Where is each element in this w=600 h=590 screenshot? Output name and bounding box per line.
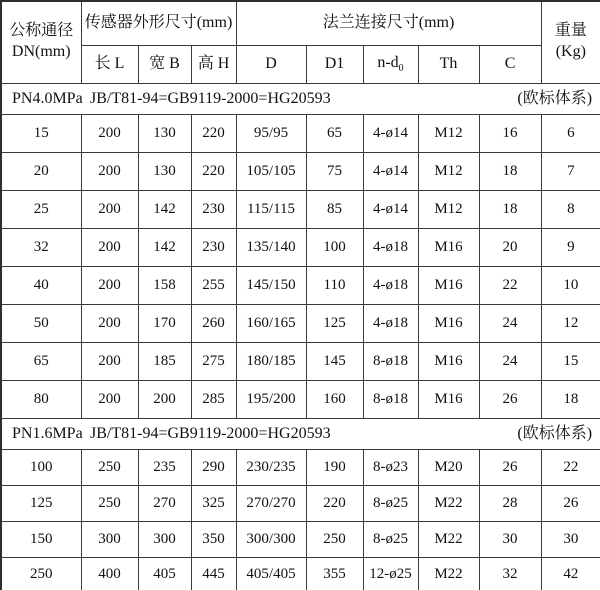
table-cell: 285: [191, 380, 236, 418]
table-cell: 25: [1, 190, 81, 228]
table-cell: 18: [479, 152, 541, 190]
table-cell: 8-ø18: [363, 380, 418, 418]
table-row: [1, 114, 600, 152]
table-cell: 40: [1, 266, 81, 304]
table-cell: M22: [418, 521, 479, 557]
table-cell: 405: [138, 557, 191, 590]
table-row: [1, 190, 600, 228]
table-cell: 130: [138, 114, 191, 152]
table-cell: 16: [479, 114, 541, 152]
table-cell: 145: [306, 342, 363, 380]
table-cell: M22: [418, 557, 479, 590]
header-sensor-dimensions-group: 传感器外形尺寸(mm): [81, 1, 236, 45]
table-row: [1, 485, 600, 521]
table-row: [1, 228, 600, 266]
table-cell: 12: [541, 304, 600, 342]
header-n-d0-subscript: 0: [398, 62, 404, 74]
table-cell: M16: [418, 342, 479, 380]
table-cell: 250: [306, 521, 363, 557]
table-cell: 4-ø14: [363, 152, 418, 190]
table-cell: 22: [541, 449, 600, 485]
table-row: [1, 152, 600, 190]
table-cell: 445: [191, 557, 236, 590]
section-row: [1, 418, 600, 449]
table-cell: M12: [418, 152, 479, 190]
header-n-d0-text: n-d: [377, 53, 399, 71]
table-cell: 24: [479, 342, 541, 380]
table-cell: 275: [191, 342, 236, 380]
table-cell: 190: [306, 449, 363, 485]
header-th: Th: [418, 45, 479, 83]
table-cell: 32: [1, 228, 81, 266]
table-cell: 65: [306, 114, 363, 152]
table-cell: M16: [418, 228, 479, 266]
table-cell: 300: [138, 521, 191, 557]
table-cell: 8-ø25: [363, 521, 418, 557]
table-cell: 200: [81, 114, 138, 152]
table-cell: 230: [191, 228, 236, 266]
table-cell: 65: [1, 342, 81, 380]
header-nominal-diameter: [1, 1, 81, 83]
table-cell: 158: [138, 266, 191, 304]
table-cell: 30: [541, 521, 600, 557]
pressure-label: PN1.6MPa: [12, 424, 83, 442]
standard-note: (欧标体系): [517, 424, 593, 442]
table-cell: 170: [138, 304, 191, 342]
table-cell: 42: [541, 557, 600, 590]
table-cell: 142: [138, 228, 191, 266]
table-cell: 24: [479, 304, 541, 342]
table-cell: M12: [418, 114, 479, 152]
table-cell: 405/405: [236, 557, 306, 590]
table-cell: 4-ø18: [363, 266, 418, 304]
table-cell: 125: [306, 304, 363, 342]
standard-note: (欧标体系): [517, 89, 593, 107]
table-cell: 10: [541, 266, 600, 304]
table-cell: M16: [418, 266, 479, 304]
table-row: [1, 449, 600, 485]
table-cell: M22: [418, 485, 479, 521]
table-cell: 12-ø25: [363, 557, 418, 590]
table-row: [1, 380, 600, 418]
table-cell: 9: [541, 228, 600, 266]
table-cell: 26: [479, 449, 541, 485]
pressure-label: PN4.0MPa: [12, 89, 83, 107]
table-row: [1, 304, 600, 342]
table-cell: 28: [479, 485, 541, 521]
table-cell: 300: [81, 521, 138, 557]
table-cell: M16: [418, 304, 479, 342]
table-cell: 220: [191, 152, 236, 190]
table-cell: 80: [1, 380, 81, 418]
table-cell: 145/150: [236, 266, 306, 304]
table-cell: 160: [306, 380, 363, 418]
spec-table-body: [1, 83, 600, 590]
table-cell: 26: [541, 485, 600, 521]
table-cell: 200: [81, 152, 138, 190]
table-cell: 4-ø14: [363, 114, 418, 152]
table-cell: 125: [1, 485, 81, 521]
table-cell: 200: [138, 380, 191, 418]
table-cell: 8-ø18: [363, 342, 418, 380]
table-cell: 250: [1, 557, 81, 590]
table-cell: 4-ø14: [363, 190, 418, 228]
table-cell: 7: [541, 152, 600, 190]
standard-label: JB/T81-94=GB9119-2000=HG20593: [90, 89, 331, 107]
table-row: [1, 521, 600, 557]
table-cell: 300/300: [236, 521, 306, 557]
table-cell: 400: [81, 557, 138, 590]
table-cell: 195/200: [236, 380, 306, 418]
table-cell: 75: [306, 152, 363, 190]
table-row: [1, 342, 600, 380]
table-cell: M20: [418, 449, 479, 485]
table-cell: 105/105: [236, 152, 306, 190]
table-cell: 135/140: [236, 228, 306, 266]
table-cell: 270/270: [236, 485, 306, 521]
table-cell: 100: [1, 449, 81, 485]
table-cell: 230: [191, 190, 236, 228]
header-nominal-diameter-line1: 公称通径: [9, 22, 74, 40]
table-cell: 180/185: [236, 342, 306, 380]
table-cell: 8-ø23: [363, 449, 418, 485]
table-cell: 110: [306, 266, 363, 304]
table-cell: 15: [541, 342, 600, 380]
header-d: D: [236, 45, 306, 83]
table-cell: 235: [138, 449, 191, 485]
header-d1: D1: [306, 45, 363, 83]
table-cell: 20: [1, 152, 81, 190]
table-cell: 200: [81, 342, 138, 380]
table-cell: M16: [418, 380, 479, 418]
table-cell: 260: [191, 304, 236, 342]
table-cell: 250: [81, 485, 138, 521]
table-cell: 95/95: [236, 114, 306, 152]
table-cell: 32: [479, 557, 541, 590]
table-cell: 150: [1, 521, 81, 557]
header-n-d0: [363, 45, 418, 83]
table-cell: 115/115: [236, 190, 306, 228]
table-cell: 200: [81, 380, 138, 418]
table-cell: 22: [479, 266, 541, 304]
header-height: 高 H: [191, 45, 236, 83]
table-cell: 8-ø25: [363, 485, 418, 521]
table-cell: 50: [1, 304, 81, 342]
table-cell: 355: [306, 557, 363, 590]
table-cell: 350: [191, 521, 236, 557]
header-weight-line1: 重量: [554, 22, 587, 40]
table-cell: 270: [138, 485, 191, 521]
table-cell: 18: [479, 190, 541, 228]
section-cell: [1, 83, 600, 114]
table-cell: 20: [479, 228, 541, 266]
table-cell: 185: [138, 342, 191, 380]
standard-label: JB/T81-94=GB9119-2000=HG20593: [90, 424, 331, 442]
table-cell: 18: [541, 380, 600, 418]
header-weight: [541, 1, 600, 83]
header-weight-line2: (Kg): [555, 43, 586, 61]
table-cell: 230/235: [236, 449, 306, 485]
table-cell: 200: [81, 304, 138, 342]
table-cell: 4-ø18: [363, 228, 418, 266]
table-cell: 6: [541, 114, 600, 152]
header-length: 长 L: [81, 45, 138, 83]
section-row: [1, 83, 600, 114]
table-cell: 200: [81, 266, 138, 304]
section-cell: [1, 418, 600, 449]
header-nominal-diameter-line2: DN(mm): [11, 43, 71, 61]
table-cell: 8: [541, 190, 600, 228]
table-cell: 200: [81, 228, 138, 266]
table-cell: 85: [306, 190, 363, 228]
table-cell: 26: [479, 380, 541, 418]
table-cell: 30: [479, 521, 541, 557]
table-cell: 100: [306, 228, 363, 266]
table-cell: 220: [306, 485, 363, 521]
table-cell: 142: [138, 190, 191, 228]
table-cell: 130: [138, 152, 191, 190]
table-cell: 4-ø18: [363, 304, 418, 342]
table-cell: 200: [81, 190, 138, 228]
table-cell: 220: [191, 114, 236, 152]
header-c: C: [479, 45, 541, 83]
table-cell: 250: [81, 449, 138, 485]
table-row: [1, 266, 600, 304]
table-cell: 290: [191, 449, 236, 485]
table-cell: 255: [191, 266, 236, 304]
table-cell: 160/165: [236, 304, 306, 342]
header-width: 宽 B: [138, 45, 191, 83]
table-cell: 15: [1, 114, 81, 152]
table-cell: M12: [418, 190, 479, 228]
header-flange-dimensions-group: 法兰连接尺寸(mm): [236, 1, 541, 45]
table-cell: 325: [191, 485, 236, 521]
table-row: [1, 557, 600, 590]
